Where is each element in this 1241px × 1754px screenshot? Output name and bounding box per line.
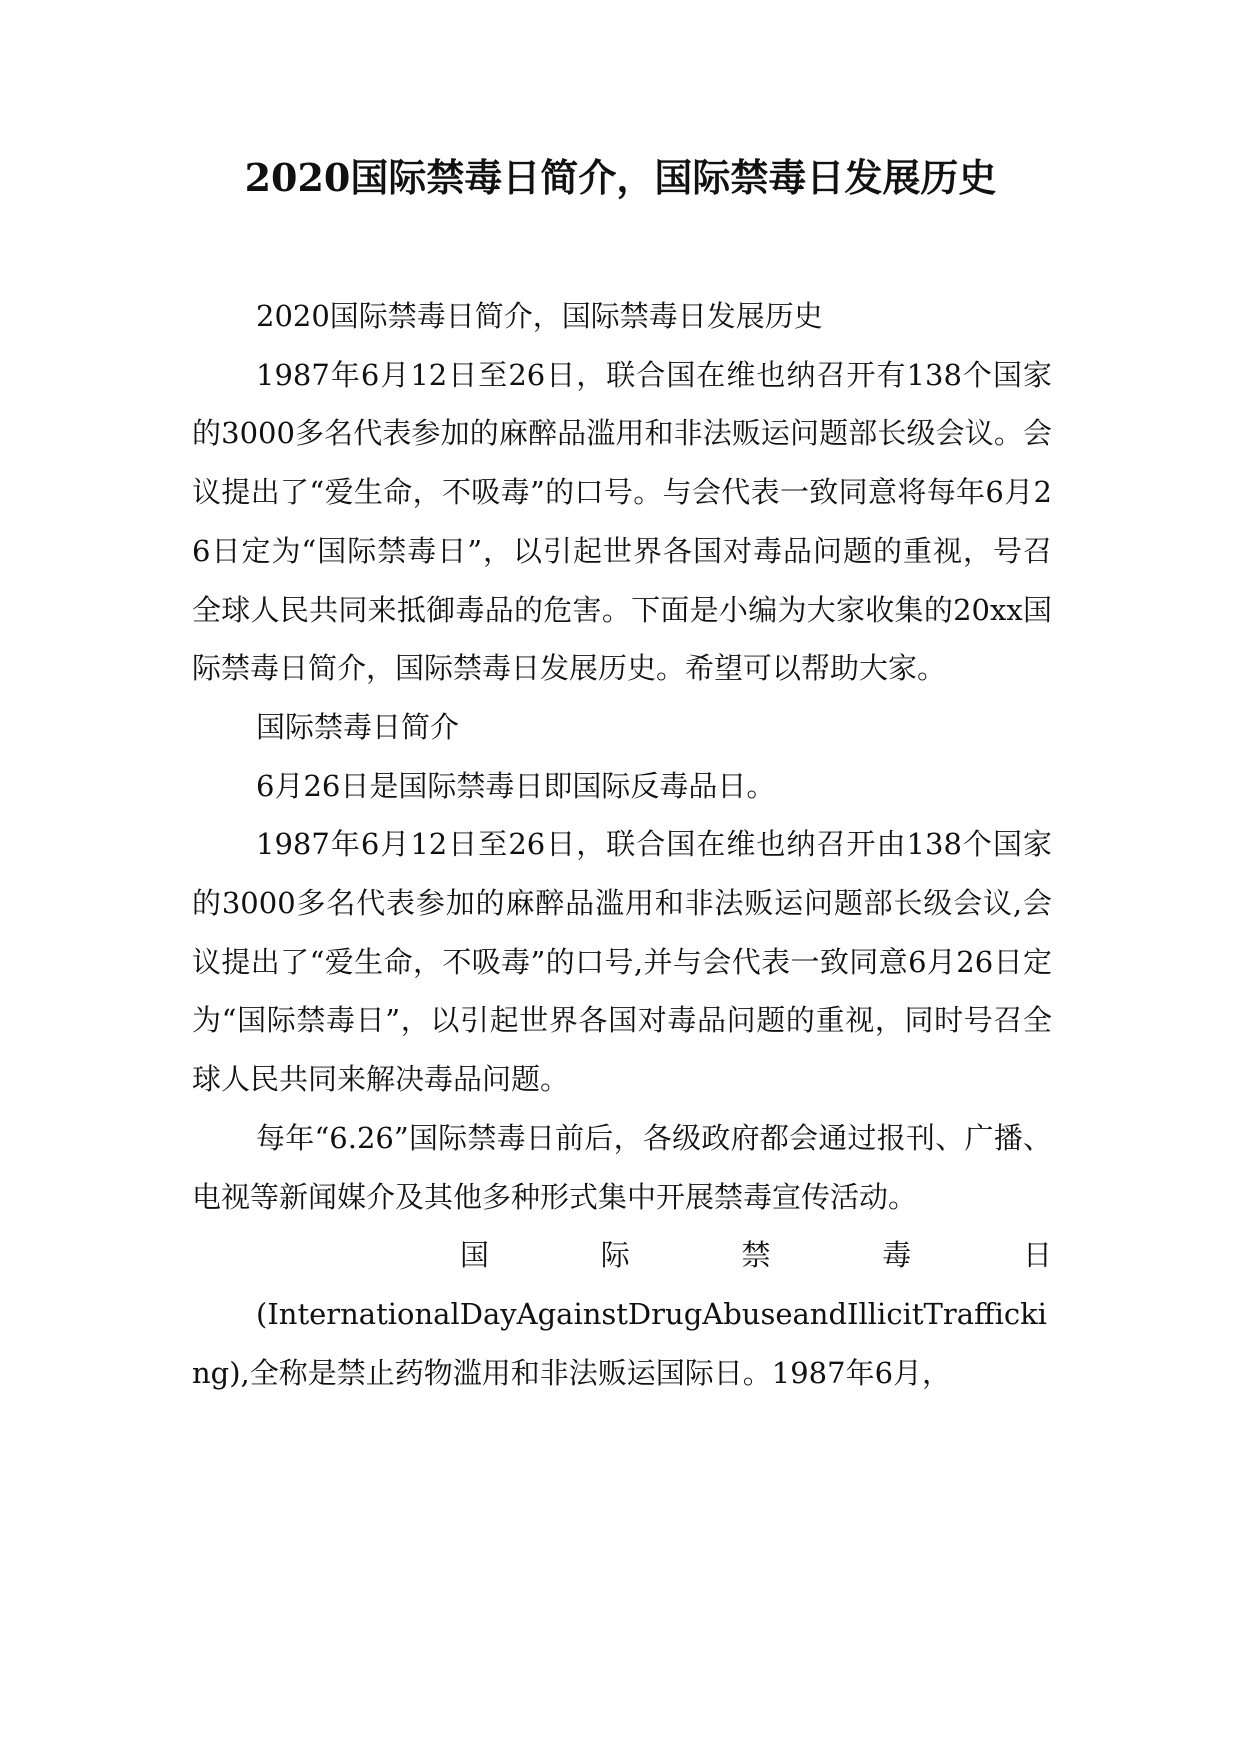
document-title: 2020国际禁毒日简介，国际禁毒日发展历史	[244, 155, 997, 200]
spread-char: 毒	[882, 1238, 912, 1273]
paragraph-history: 1987年6月12日至26日，联合国在维也纳召开由138个国家的3000多名代表参加的麻醉品滥用和非法贩运问题部长级会议,会议提出了“爱生命，不吸毒”的口号,并与会代表一致同意6月26日定为“国际禁毒日”，以引起世界各国对毒品问题的重视，同时号召全球人民共同来解决毒品问题。	[192, 827, 1052, 1097]
paragraph-section-heading: 国际禁毒日简介	[256, 709, 460, 744]
paragraph-date: 6月26日是国际禁毒日即国际反毒品日。	[256, 768, 776, 803]
spread-char: 国	[460, 1238, 490, 1273]
paragraph-activities: 每年“6.26”国际禁毒日前后，各级政府都会通过报刊、广播、电视等新闻媒介及其他多种形式集中开展禁毒宣传活动。	[192, 1120, 1052, 1214]
paragraph-intro: 1987年6月12日至26日，联合国在维也纳召开有138个国家的3000多名代表参加的麻醉品滥用和非法贩运问题部长级会议。会议提出了“爱生命，不吸毒”的口号。与会代表一致同意将每年6月26日定为“国际禁毒日”，以引起世界各国对毒品问题的重视，号召全球人民共同来抵御毒品的危害。下面是小编为大家收集的20xx国际禁毒日简介，国际禁毒日发展历史。希望可以帮助大家。	[192, 357, 1052, 686]
spread-heading-line	[192, 1226, 1052, 1285]
paragraph-subtitle: 2020国际禁毒日简介，国际禁毒日发展历史	[256, 299, 823, 333]
spread-char: 日	[1022, 1238, 1052, 1273]
spread-char: 际	[600, 1238, 630, 1273]
document-body	[192, 287, 1052, 1402]
paragraph-english-name: (InternationalDayAgainstDrugAbuseandIllicitTrafficking),全称是禁止药物滥用和非法贩运国际日。1987年6月，	[192, 1296, 1047, 1390]
spread-char: 禁	[741, 1238, 771, 1273]
